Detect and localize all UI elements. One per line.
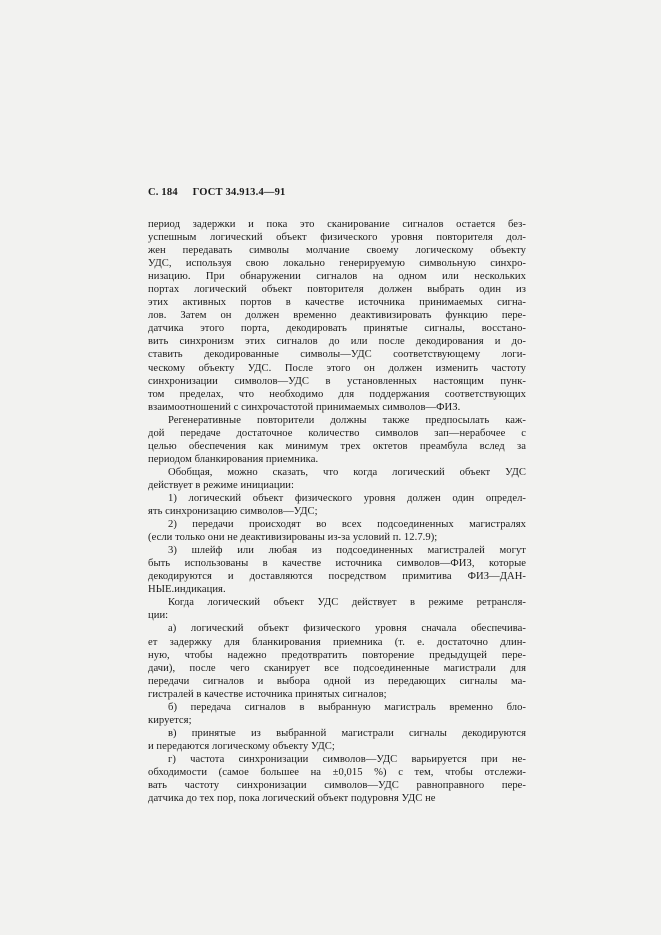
text-line: ную, чтобы надежно предотвратить повторение предыдущей пере- (148, 649, 526, 661)
text-line: жен передавать символы молчание своему логическому объекту (148, 245, 526, 257)
page-number: С. 184 (148, 187, 178, 198)
text-line: том пределах, что необходимо для поддержания соответствующих (148, 388, 526, 400)
text-line: этих активных портов в качестве источника принимаемых сигна- (148, 297, 526, 309)
text-line: период задержки и пока это сканирование сигналов остается без- (148, 219, 526, 230)
paragraph (148, 701, 526, 727)
text-line: НЫЕ.индикация. (148, 584, 226, 596)
document-page (148, 186, 526, 805)
text-line: в) принятые из выбранной магистрали сигналы декодируются (168, 727, 526, 739)
text-line: и передаются логическому объекту УДС; (148, 740, 335, 752)
text-line: вать частоту синхронизации символов—УДС равноправного пере- (148, 780, 526, 792)
text-line: ции: (148, 610, 169, 622)
text-line: синхронизации символов—УДС в установленных настоящим пунк- (148, 375, 526, 387)
paragraph (148, 753, 526, 805)
body-text (148, 218, 526, 805)
text-line: Когда логический объект УДС действует в режиме ретрансля- (168, 597, 526, 609)
text-line: (если только они не деактивизированы из-за условий п. 12.7.9); (148, 532, 438, 544)
text-line: 2) передачи происходят во всех подсоединенных магистралях (168, 519, 526, 531)
text-line: дачи), после чего сканирует все подсоединенные магистрали для (148, 662, 526, 674)
paragraph (148, 218, 526, 414)
paragraph (148, 596, 526, 622)
text-line: б) передача сигналов в выбранную магистраль временно бло- (168, 701, 526, 713)
text-line: гистралей в качестве источника принятых сигналов; (148, 688, 387, 700)
text-line: действует в режиме инициации: (148, 479, 295, 491)
text-line: быть использованы в качестве источника символов—ФИЗ, которые (148, 558, 526, 570)
paragraph (148, 727, 526, 753)
paragraph (148, 492, 526, 518)
text-line: ставить декодированные символы—УДС соответствующему логи- (148, 349, 526, 361)
text-line: обходимости (самое большее на ±0,015 %) с тем, чтобы отслежи- (148, 766, 526, 778)
text-line: УДС, используя свою локально генерируемую символьную синхро- (148, 258, 526, 270)
text-line: 3) шлейф или любая из подсоединенных магистралей могут (168, 545, 526, 557)
text-line: периодом бланкирования приемника. (148, 453, 319, 465)
paragraph (148, 466, 526, 492)
text-line: низацию. При обнаружении сигналов на одном или нескольких (148, 271, 526, 283)
text-line: датчика этого порта, декодировать принятые сигналы, восстано- (148, 323, 526, 335)
text-line: целью обеспечения как минимум трех октетов преамбула вслед за (148, 440, 526, 452)
text-line: датчика до тех пор, пока логический объект подуровня УДС не (148, 793, 436, 805)
paragraph (148, 544, 526, 596)
text-line: взаимоотношений с синхрочастотой принимаемых символов—ФИЗ. (148, 401, 461, 413)
text-line: Регенеративные повторители должны также предпосылать каж- (168, 414, 526, 426)
text-line: г) частота синхронизации символов—УДС варьируется при не- (168, 753, 526, 765)
text-line: вить синхронизм этих сигналов до или после декодирования и до- (148, 336, 526, 348)
text-line: передачи сигналов и выбора одной из передающих сигналы ма- (148, 675, 526, 687)
text-line: Обобщая, можно сказать, что когда логический объект УДС (168, 466, 526, 478)
text-line: дой передаче достаточное количество символов зап—нерабочее с (148, 427, 526, 439)
text-line: кируется; (148, 714, 192, 726)
text-line: ять синхронизацию символов—УДС; (148, 506, 318, 518)
text-line: ет задержку для бланкирования приемника (т. е. достаточно длин- (148, 636, 526, 648)
text-line: 1) логический объект физического уровня должен один определ- (168, 492, 526, 504)
standard-designation: ГОСТ 34.913.4—91 (192, 187, 286, 198)
text-line: портах логический объект повторителя должен выбрать один из (148, 284, 526, 296)
paragraph (148, 414, 526, 466)
text-line: а) логический объект физического уровня сначала обеспечива- (168, 623, 526, 635)
text-line: успешным логический объект физического уровня повторителя дол- (148, 232, 526, 244)
page-header (148, 186, 526, 200)
paragraph (148, 518, 526, 544)
text-line: ческому объекту УДС. После этого он должен изменить частоту (148, 362, 526, 374)
paragraph (148, 622, 526, 700)
text-line: лов. Затем он должен временно деактивизировать функцию пере- (148, 310, 526, 322)
text-line: декодируются и доставляются посредством примитива ФИЗ—ДАН- (148, 571, 526, 583)
